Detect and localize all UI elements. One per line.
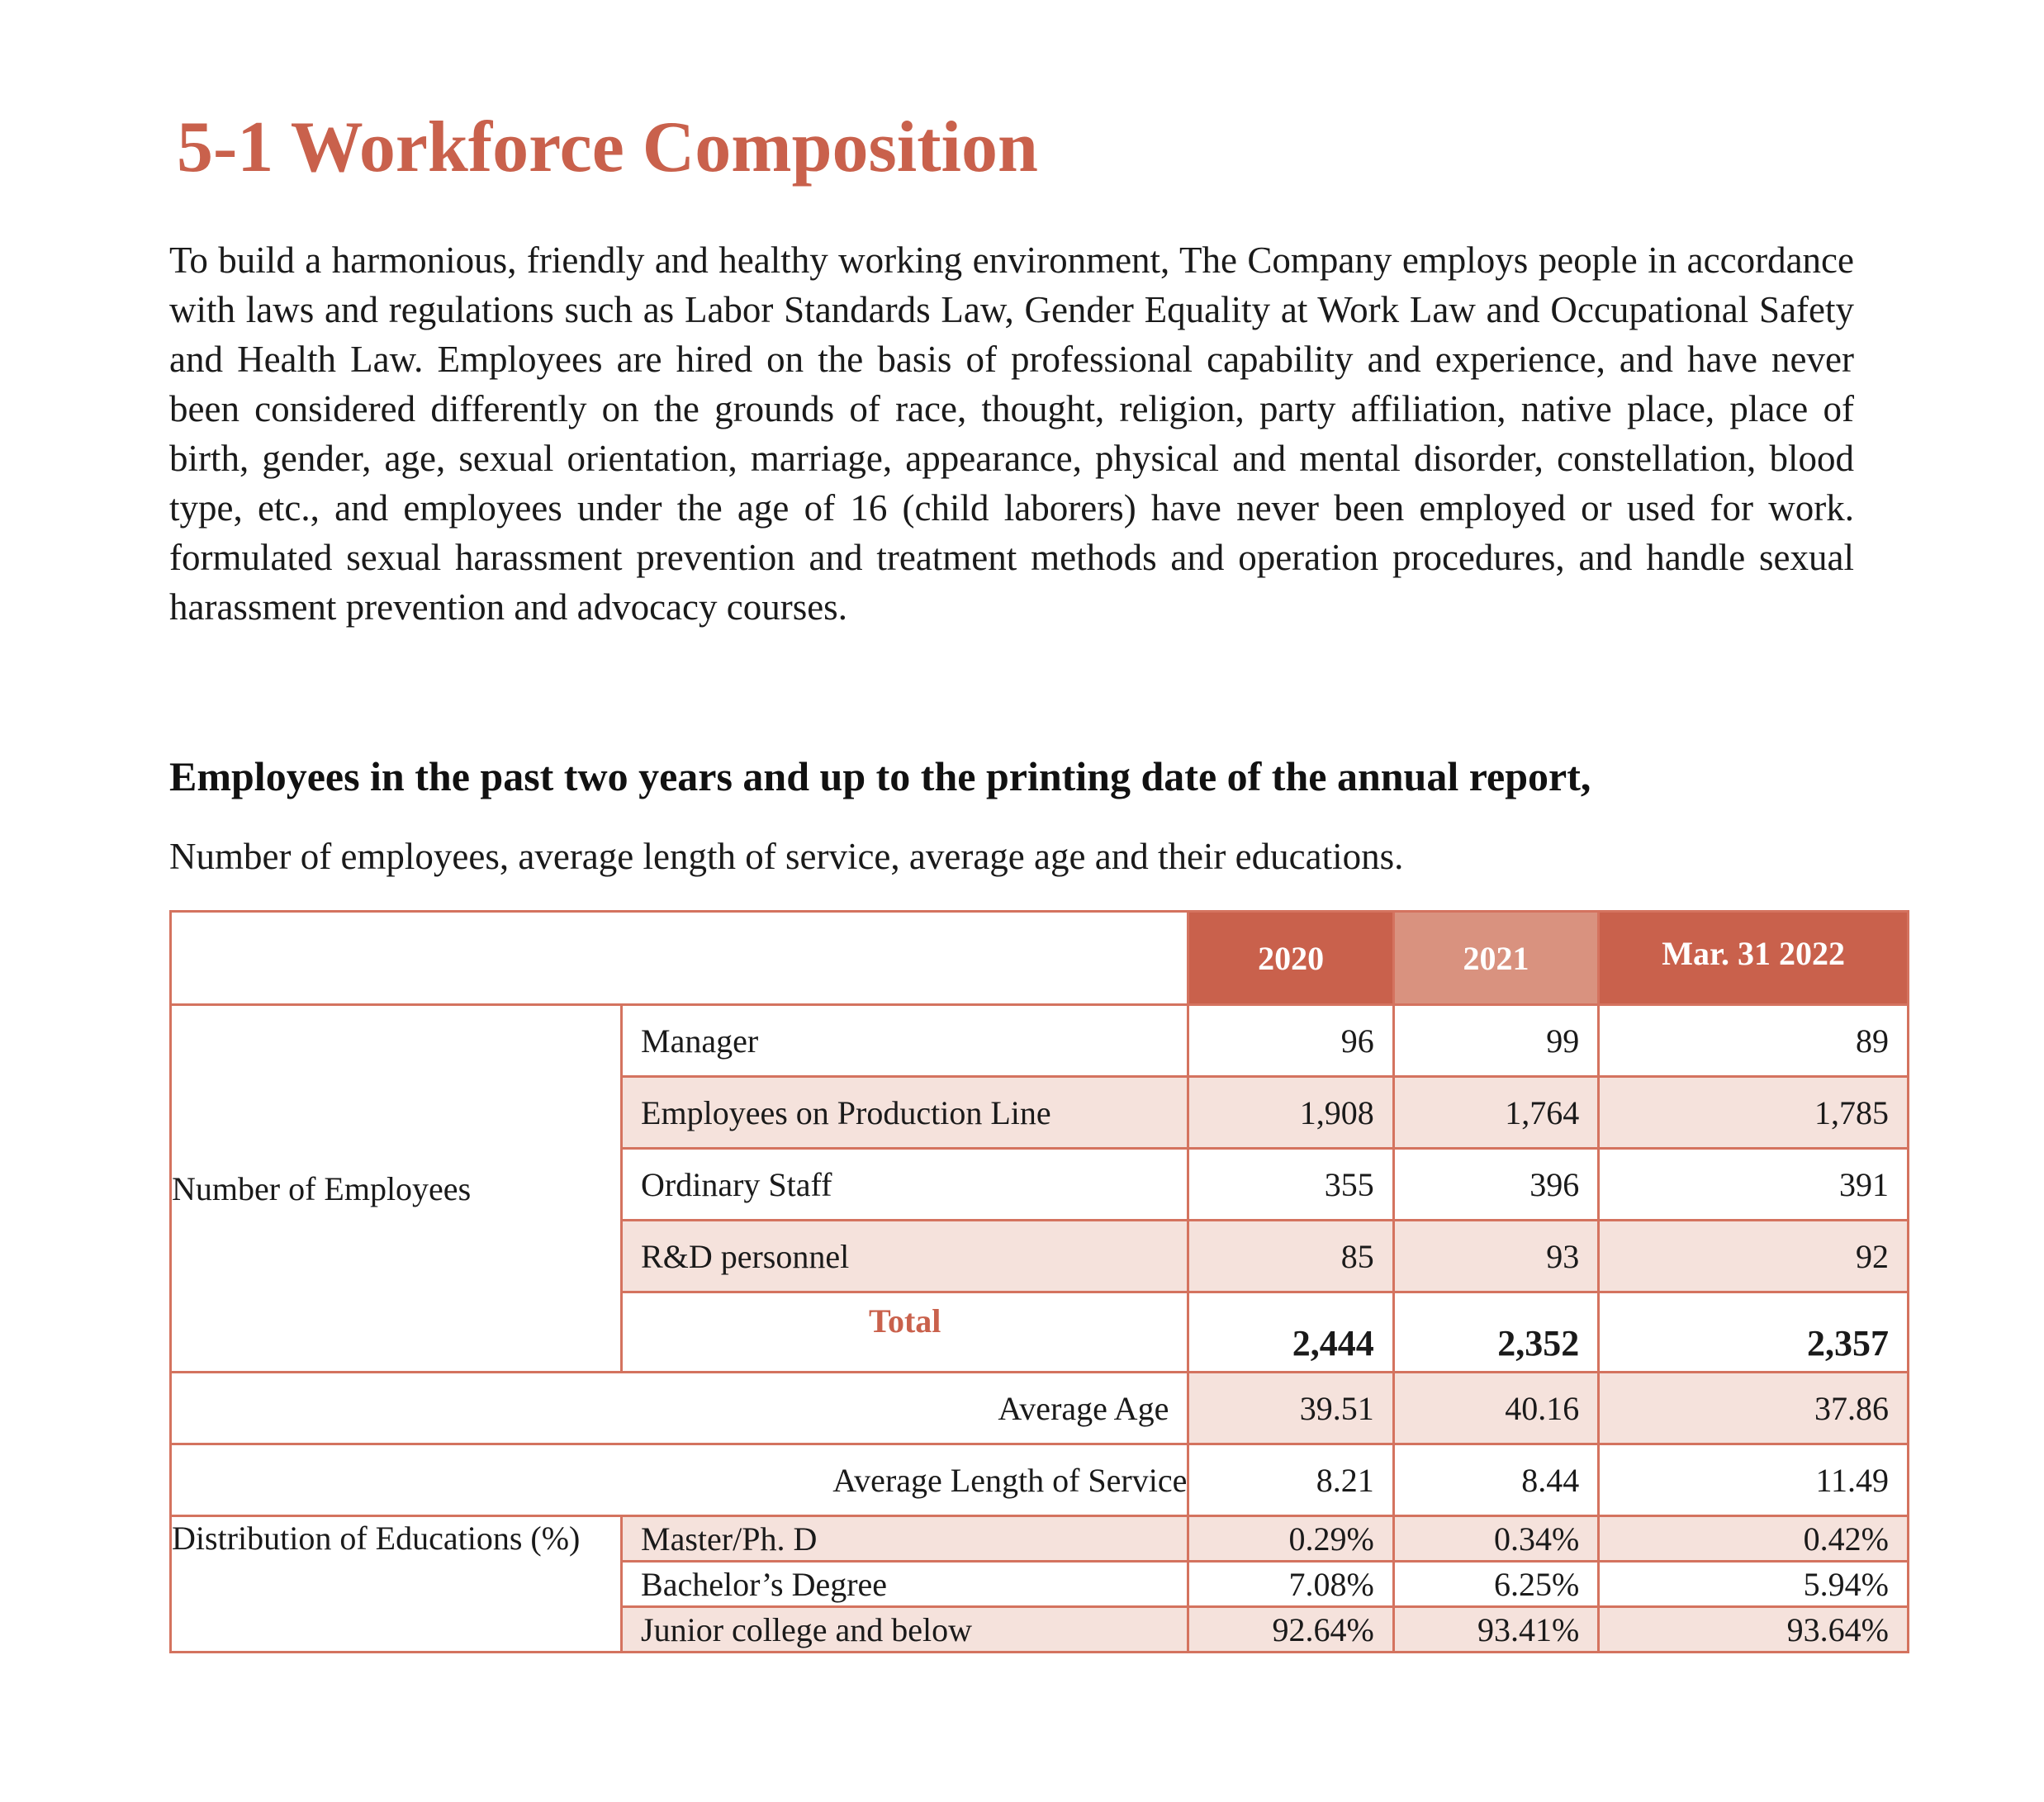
value-cell: 93	[1393, 1221, 1598, 1292]
column-header-2021: 2021	[1393, 912, 1598, 1005]
total-value: 2,352	[1393, 1292, 1598, 1373]
value-cell: 0.42%	[1599, 1516, 1909, 1562]
row-label-ordinary-staff: Ordinary Staff	[622, 1149, 1188, 1221]
value-cell: 93.41%	[1393, 1607, 1598, 1653]
header-blank-cell	[171, 912, 1188, 1005]
average-age-row	[171, 1373, 1909, 1444]
value-cell: 0.29%	[1188, 1516, 1393, 1562]
value-cell: 6.25%	[1393, 1562, 1598, 1607]
value-cell: 39.51	[1188, 1373, 1393, 1444]
value-cell: 1,908	[1188, 1077, 1393, 1149]
value-cell: 5.94%	[1599, 1562, 1909, 1607]
average-age-label: Average Age	[171, 1373, 1188, 1444]
total-label: Total	[622, 1292, 1188, 1373]
value-cell: 85	[1188, 1221, 1393, 1292]
education-group-label: Distribution of Educations (%)	[171, 1516, 622, 1653]
value-cell: 391	[1599, 1149, 1909, 1221]
value-cell: 99	[1393, 1005, 1598, 1077]
header-row	[171, 912, 1909, 1005]
page-title: 5-1 Workforce Composition	[177, 107, 1038, 187]
value-cell: 8.21	[1188, 1444, 1393, 1516]
row-label-rd-personnel: R&D personnel	[622, 1221, 1188, 1292]
average-service-row	[171, 1444, 1909, 1516]
value-cell: 355	[1188, 1149, 1393, 1221]
intro-paragraph: To build a harmonious, friendly and healthy working environment, The Company employs people in accordance with laws and regulations such as Labor Standards Law, Gender Equality at Work Law and Occupational Safety and Health Law. Employees are hired on the basis of professional capability and experience, and have never been considered differently on the grounds of race, thought, religion, party affiliation, native place, place of birth, gender, age, sexual orientation, marriage, appearance, physical and mental disorder, constellation, blood type, etc., and employees under the age of 16 (child laborers) have never been employed or used for work. formulated sexual harassment prevention and treatment methods and operation procedures, and handle sexual harassment prevention and advocacy courses.	[169, 239, 1854, 628]
employees-group-label: Number of Employees	[171, 1005, 622, 1373]
row-label-bachelor: Bachelor’s Degree	[622, 1562, 1188, 1607]
row-label-manager: Manager	[622, 1005, 1188, 1077]
table-row	[171, 1005, 1909, 1077]
value-cell: 0.34%	[1393, 1516, 1598, 1562]
total-value: 2,357	[1599, 1292, 1909, 1373]
value-cell: 7.08%	[1188, 1562, 1393, 1607]
row-label-junior-college: Junior college and below	[622, 1607, 1188, 1653]
value-cell: 96	[1188, 1005, 1393, 1077]
value-cell: 1,764	[1393, 1077, 1598, 1149]
value-cell: 93.64%	[1599, 1607, 1909, 1653]
value-cell: 92.64%	[1188, 1607, 1393, 1653]
table-caption: Number of employees, average length of service, average age and their educations.	[169, 836, 1404, 877]
value-cell: 8.44	[1393, 1444, 1598, 1516]
value-cell: 11.49	[1599, 1444, 1909, 1516]
value-cell: 396	[1393, 1149, 1598, 1221]
total-value: 2,444	[1188, 1292, 1393, 1373]
row-label-production-line: Employees on Production Line	[622, 1077, 1188, 1149]
value-cell: 1,785	[1599, 1077, 1909, 1149]
column-header-2022: Mar. 31 2022	[1599, 912, 1909, 1005]
value-cell: 37.86	[1599, 1373, 1909, 1444]
value-cell: 92	[1599, 1221, 1909, 1292]
value-cell: 89	[1599, 1005, 1909, 1077]
table-subheading: Employees in the past two years and up to the printing date of the annual report,	[169, 753, 1591, 799]
workforce-table	[169, 910, 1909, 1653]
row-label-master: Master/Ph. D	[622, 1516, 1188, 1562]
average-service-label: Average Length of Service	[171, 1444, 1188, 1516]
table-row	[171, 1516, 1909, 1562]
column-header-2020: 2020	[1188, 912, 1393, 1005]
value-cell: 40.16	[1393, 1373, 1598, 1444]
